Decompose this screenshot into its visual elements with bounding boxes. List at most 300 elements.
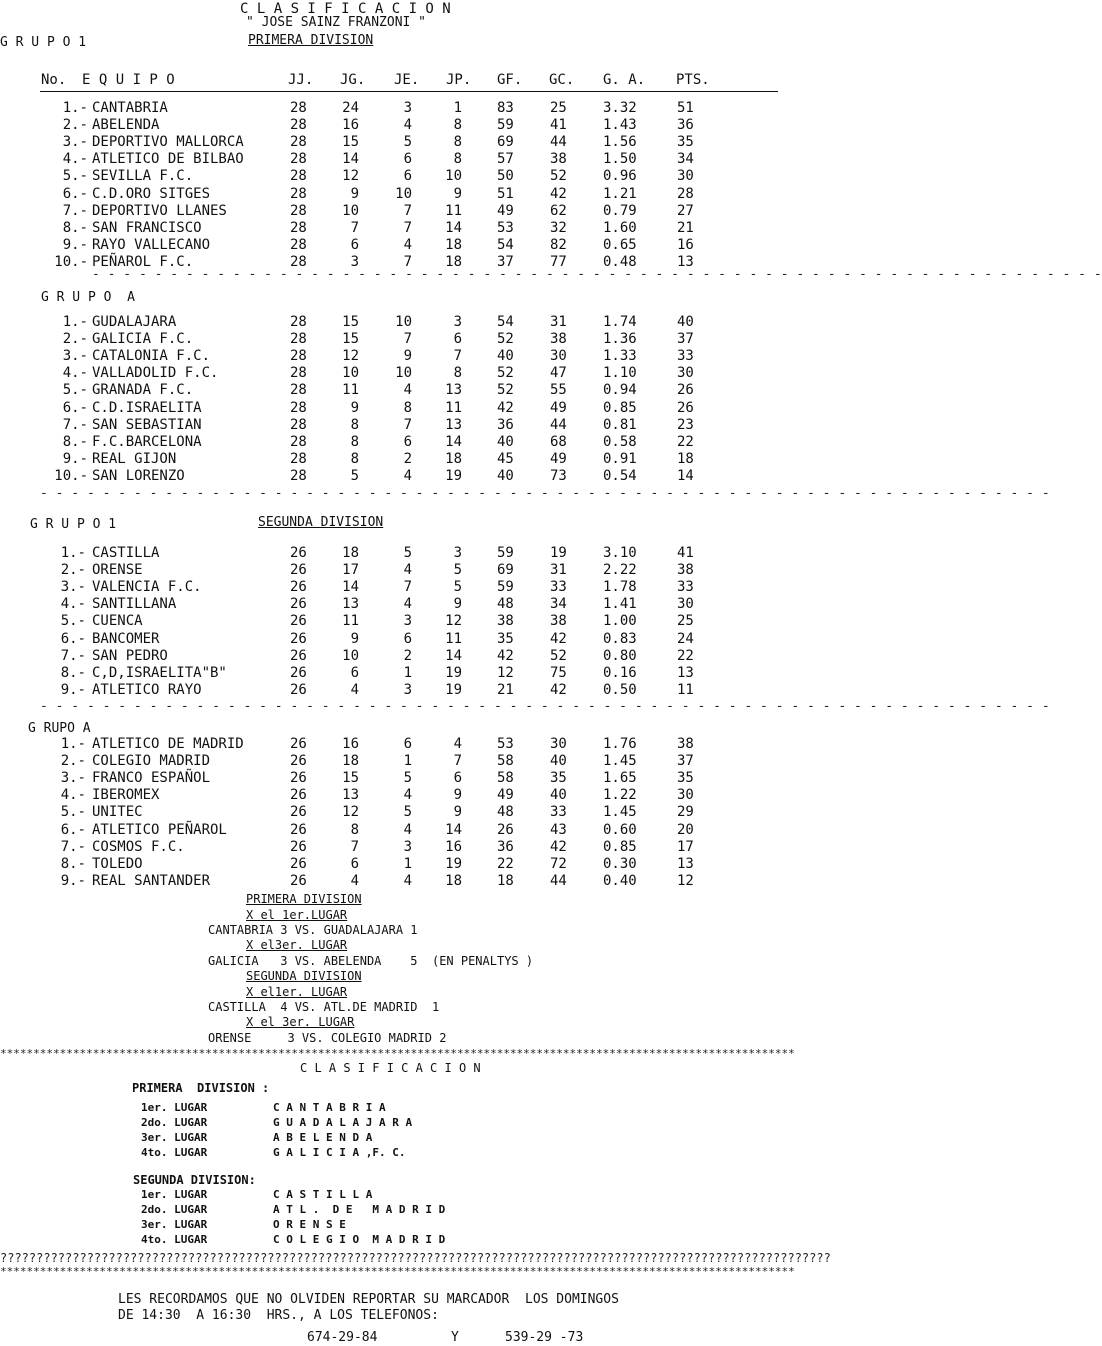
cell-jj: 26: [290, 838, 307, 855]
cell-ga: 2.22: [603, 562, 637, 579]
cell-team: UNITEC: [92, 804, 143, 821]
cell-jj: 28: [290, 100, 307, 116]
cell-jp: 16: [445, 838, 462, 855]
cell-no: 1.-: [62, 314, 88, 330]
column-header: GC.: [549, 72, 575, 88]
cell-jj: 26: [290, 613, 307, 630]
cell-ga: 0.54: [603, 467, 637, 484]
footer-and: Y: [451, 1330, 459, 1345]
cell-je: 1: [403, 855, 412, 872]
cell-jj: 28: [290, 314, 307, 330]
divider: - - - - - - - - - - - - - - - - - - - - - - - - - - - - - - - - - - - - - - - - - - - - - - - - - - - - - - - - - - - - - - - - -: [92, 267, 1102, 282]
cell-jj: 26: [290, 855, 307, 872]
cell-je: 3: [403, 613, 412, 630]
cell-gf: 36: [497, 838, 514, 855]
cell-no: 3.-: [62, 134, 88, 151]
cell-gf: 54: [497, 314, 514, 330]
cell-gc: 42: [550, 838, 567, 855]
cell-team: ATLETICO PEÑAROL: [92, 821, 227, 838]
cell-jg: 12: [342, 168, 359, 185]
cell-ga: 0.58: [603, 433, 637, 450]
cell-team: C.D.ORO SITGES: [92, 185, 211, 202]
cell-je: 4: [403, 562, 412, 579]
cell-no: 7.-: [60, 647, 86, 664]
cell-jg: 24: [342, 100, 359, 116]
summary-title: C L A S I F I C A C I O N: [300, 1061, 481, 1075]
cell-pts: 11: [677, 681, 694, 698]
cell-pts: 38: [677, 562, 694, 579]
divider: - - - - - - - - - - - - - - - - - - - - - - - - - - - - - - - - - - - - - - - - - - - - - - - - - - - - - - - - - - - - - - - - -: [40, 699, 1050, 714]
cell-pts: 17: [677, 838, 694, 855]
cell-gf: 57: [497, 151, 514, 168]
cell-jg: 6: [350, 236, 359, 253]
cell-ga: 0.30: [603, 855, 637, 872]
cell-jp: 8: [453, 151, 462, 168]
cell-jg: 17: [342, 562, 359, 579]
cell-jg: 6: [350, 664, 359, 681]
cell-jj: 28: [290, 202, 307, 219]
cell-team: DEPORTIVO MALLORCA: [92, 134, 244, 151]
cell-team: ABELENDA: [92, 117, 160, 134]
cell-no: 8.-: [60, 855, 86, 872]
cell-gc: 30: [550, 736, 567, 752]
cell-gc: 47: [550, 365, 567, 382]
cell-pts: 16: [677, 236, 694, 253]
group-label-segunda-1: G R U P O 1: [30, 517, 117, 532]
cell-pts: 13: [677, 664, 694, 681]
cell-team: F.C.BARCELONA: [92, 433, 202, 450]
cell-team: SAN SEBASTIAN: [92, 416, 202, 433]
column-header: JE.: [394, 72, 420, 88]
cell-no: 6.-: [60, 630, 86, 647]
cell-jg: 7: [350, 838, 359, 855]
cell-jp: 8: [453, 117, 462, 134]
cell-jp: 9: [453, 787, 462, 804]
cell-gf: 52: [497, 382, 514, 399]
cell-gc: 49: [550, 399, 567, 416]
cell-gc: 42: [550, 681, 567, 698]
finals-label: X el 3er. LUGAR: [246, 1015, 355, 1029]
cell-ga: 3.32: [603, 100, 637, 116]
cell-gc: 40: [550, 787, 567, 804]
cell-gf: 26: [497, 821, 514, 838]
cell-gf: 58: [497, 753, 514, 770]
cell-jg: 14: [342, 151, 359, 168]
cell-gf: 53: [497, 736, 514, 752]
cell-pts: 28: [677, 185, 694, 202]
column-header: No.: [41, 72, 67, 88]
cell-jg: 13: [342, 787, 359, 804]
summary-place: 1er. LUGAR: [141, 1101, 208, 1114]
cell-no: 2.-: [60, 753, 86, 770]
cell-jj: 28: [290, 236, 307, 253]
cell-no: 7.-: [60, 838, 86, 855]
cell-ga: 1.41: [603, 596, 637, 613]
cell-jj: 28: [290, 219, 307, 236]
cell-je: 7: [403, 579, 412, 596]
cell-ga: 0.65: [603, 236, 637, 253]
cell-je: 1: [403, 753, 412, 770]
column-header: E Q U I P O: [82, 72, 175, 88]
cell-ga: 1.21: [603, 185, 637, 202]
cell-pts: 18: [677, 450, 694, 467]
cell-team: PEÑAROL F.C.: [92, 253, 194, 270]
cell-jj: 28: [290, 399, 307, 416]
cell-gc: 82: [550, 236, 567, 253]
cell-je: 3: [403, 681, 412, 698]
cell-gc: 42: [550, 630, 567, 647]
cell-je: 10: [395, 314, 412, 330]
cell-no: 10.-: [54, 253, 88, 270]
cell-jg: 3: [350, 253, 359, 270]
cell-team: REAL SANTANDER: [92, 872, 211, 889]
cell-jp: 14: [445, 219, 462, 236]
cell-gf: 18: [497, 872, 514, 889]
cell-team: REAL GIJON: [92, 450, 177, 467]
cell-jg: 9: [350, 185, 359, 202]
cell-jj: 28: [290, 416, 307, 433]
cell-pts: 26: [677, 399, 694, 416]
cell-jp: 9: [453, 804, 462, 821]
cell-team: IBEROMEX: [92, 787, 160, 804]
cell-gf: 58: [497, 770, 514, 787]
cell-jp: 11: [445, 399, 462, 416]
cell-team: ORENSE: [92, 562, 143, 579]
cell-jp: 12: [445, 613, 462, 630]
cell-no: 4.-: [62, 365, 88, 382]
cell-jg: 10: [342, 647, 359, 664]
cell-gf: 45: [497, 450, 514, 467]
cell-no: 1.-: [60, 736, 86, 752]
cell-gf: 40: [497, 348, 514, 365]
summary-team: C A S T I L L A: [273, 1188, 373, 1201]
cell-jj: 26: [290, 821, 307, 838]
cell-gc: 40: [550, 753, 567, 770]
divider: - - - - - - - - - - - - - - - - - - - - - - - - - - - - - - - - - - - - - - - - - - - - - - - - - - - - - - - - - - - - - - - - -: [40, 486, 1050, 501]
cell-no: 3.-: [62, 348, 88, 365]
cell-pts: 34: [677, 151, 694, 168]
cell-jj: 28: [290, 348, 307, 365]
cell-je: 3: [403, 100, 412, 116]
cell-je: 5: [403, 804, 412, 821]
column-header: GF.: [497, 72, 523, 88]
cell-jj: 28: [290, 168, 307, 185]
finals-label: X el3er. LUGAR: [246, 938, 348, 952]
cell-team: GUDALAJARA: [92, 314, 177, 330]
cell-jg: 15: [342, 331, 359, 348]
summary-team: O R E N S E: [273, 1218, 346, 1231]
cell-jj: 26: [290, 787, 307, 804]
cell-gf: 42: [497, 399, 514, 416]
cell-gc: 52: [550, 647, 567, 664]
cell-gf: 12: [497, 664, 514, 681]
cell-jj: 28: [290, 117, 307, 134]
cell-gc: 33: [550, 804, 567, 821]
cell-ga: 1.50: [603, 151, 637, 168]
cell-gf: 83: [497, 100, 514, 116]
cell-gc: 73: [550, 467, 567, 484]
cell-jg: 15: [342, 134, 359, 151]
cell-ga: 1.74: [603, 314, 637, 330]
cell-pts: 30: [677, 596, 694, 613]
cell-jg: 16: [342, 736, 359, 752]
cell-ga: 1.45: [603, 753, 637, 770]
cell-gf: 37: [497, 253, 514, 270]
cell-ga: 0.48: [603, 253, 637, 270]
cell-gf: 52: [497, 365, 514, 382]
cell-jg: 12: [342, 348, 359, 365]
cell-jp: 18: [445, 872, 462, 889]
cell-jp: 10: [445, 168, 462, 185]
cell-team: TOLEDO: [92, 855, 143, 872]
cell-team: CUENCA: [92, 613, 143, 630]
cell-ga: 0.85: [603, 399, 637, 416]
cell-gc: 55: [550, 382, 567, 399]
cell-no: 7.-: [62, 202, 88, 219]
cell-gc: 33: [550, 579, 567, 596]
cell-je: 5: [403, 134, 412, 151]
footer-phone-2: 539-29 -73: [505, 1330, 584, 1345]
cell-jp: 19: [445, 467, 462, 484]
cell-pts: 24: [677, 630, 694, 647]
cell-ga: 3.10: [603, 545, 637, 561]
cell-team: GALICIA F.C.: [92, 331, 194, 348]
cell-jg: 18: [342, 753, 359, 770]
cell-gf: 38: [497, 613, 514, 630]
cell-jp: 3: [453, 545, 462, 561]
cell-gf: 35: [497, 630, 514, 647]
cell-team: SAN FRANCISCO: [92, 219, 202, 236]
cell-pts: 21: [677, 219, 694, 236]
cell-gc: 42: [550, 185, 567, 202]
star-separator: ************************************************************************************************************************: [0, 1265, 795, 1278]
cell-pts: 22: [677, 433, 694, 450]
cell-je: 4: [403, 596, 412, 613]
cell-jj: 28: [290, 134, 307, 151]
cell-no: 6.-: [60, 821, 86, 838]
cell-jp: 19: [445, 664, 462, 681]
cell-no: 6.-: [62, 399, 88, 416]
cell-je: 4: [403, 382, 412, 399]
cell-gf: 51: [497, 185, 514, 202]
cell-jj: 26: [290, 770, 307, 787]
cell-je: 7: [403, 202, 412, 219]
cell-pts: 35: [677, 134, 694, 151]
cell-ga: 1.10: [603, 365, 637, 382]
cell-gc: 38: [550, 331, 567, 348]
summary-place: 3er. LUGAR: [141, 1131, 208, 1144]
cell-jp: 5: [453, 579, 462, 596]
cell-pts: 51: [677, 100, 694, 116]
cell-pts: 33: [677, 348, 694, 365]
group-label-primera-1: G R U P O 1: [0, 35, 87, 50]
column-header: JJ.: [288, 72, 314, 88]
cell-ga: 0.40: [603, 872, 637, 889]
cell-ga: 1.78: [603, 579, 637, 596]
cell-team: RAYO VALLECANO: [92, 236, 211, 253]
cell-no: 9.-: [62, 236, 88, 253]
cell-je: 4: [403, 117, 412, 134]
cell-gc: 19: [550, 545, 567, 561]
cell-gc: 41: [550, 117, 567, 134]
cell-no: 5.-: [62, 168, 88, 185]
cell-je: 6: [403, 736, 412, 752]
cell-gc: 31: [550, 562, 567, 579]
cell-no: 10.-: [54, 467, 88, 484]
division-title-segunda: SEGUNDA DIVISION: [258, 515, 384, 530]
cell-team: COSMOS F.C.: [92, 838, 185, 855]
cell-team: SAN PEDRO: [92, 647, 168, 664]
summary-place: 4to. LUGAR: [141, 1146, 208, 1159]
cell-team: DEPORTIVO LLANES: [92, 202, 227, 219]
cell-jg: 7: [350, 219, 359, 236]
cell-je: 7: [403, 331, 412, 348]
cell-gc: 44: [550, 872, 567, 889]
cell-jj: 28: [290, 467, 307, 484]
cell-je: 7: [403, 219, 412, 236]
cell-pts: 27: [677, 202, 694, 219]
cell-ga: 1.33: [603, 348, 637, 365]
cell-no: 3.-: [60, 579, 86, 596]
cell-ga: 1.43: [603, 117, 637, 134]
cell-gf: 69: [497, 134, 514, 151]
summary-team: G U A D A L A J A R A: [273, 1116, 413, 1129]
header-rule: [40, 91, 778, 92]
cell-ga: 1.36: [603, 331, 637, 348]
cell-gc: 38: [550, 613, 567, 630]
cell-je: 4: [403, 821, 412, 838]
cell-gc: 62: [550, 202, 567, 219]
cell-gf: 59: [497, 579, 514, 596]
cell-no: 8.-: [62, 433, 88, 450]
cell-jg: 8: [350, 433, 359, 450]
cell-jp: 13: [445, 416, 462, 433]
summary-segunda-heading: SEGUNDA DIVISION:: [133, 1173, 256, 1187]
cell-pts: 13: [677, 855, 694, 872]
cell-gc: 38: [550, 151, 567, 168]
cell-jp: 14: [445, 647, 462, 664]
cell-no: 5.-: [62, 382, 88, 399]
cell-gf: 40: [497, 433, 514, 450]
cell-gf: 52: [497, 331, 514, 348]
cell-jp: 8: [453, 134, 462, 151]
cell-no: 9.-: [62, 450, 88, 467]
footer-line-1: LES RECORDAMOS QUE NO OLVIDEN REPORTAR SU MARCADOR LOS DOMINGOS: [118, 1292, 619, 1307]
column-header: JP.: [446, 72, 472, 88]
cell-gf: 53: [497, 219, 514, 236]
cell-jp: 3: [453, 314, 462, 330]
cell-jp: 13: [445, 382, 462, 399]
cell-pts: 30: [677, 168, 694, 185]
cell-jg: 18: [342, 545, 359, 561]
cell-team: ATLETICO DE MADRID: [92, 736, 244, 752]
cell-ga: 1.00: [603, 613, 637, 630]
finals-result: ORENSE 3 VS. COLEGIO MADRID 2: [208, 1031, 447, 1045]
cell-gf: 40: [497, 467, 514, 484]
cell-no: 9.-: [60, 681, 86, 698]
cell-gf: 50: [497, 168, 514, 185]
cell-je: 4: [403, 872, 412, 889]
cell-gf: 59: [497, 117, 514, 134]
cell-jp: 14: [445, 821, 462, 838]
cell-team: BANCOMER: [92, 630, 160, 647]
division-title-primera: PRIMERA DIVISION: [248, 33, 374, 48]
cell-pts: 37: [677, 753, 694, 770]
cell-no: 2.-: [62, 117, 88, 134]
cell-ga: 0.79: [603, 202, 637, 219]
cell-ga: 1.65: [603, 770, 637, 787]
cell-pts: 23: [677, 416, 694, 433]
cell-jg: 10: [342, 365, 359, 382]
cell-jg: 11: [342, 613, 359, 630]
cell-gc: 44: [550, 416, 567, 433]
cell-pts: 20: [677, 821, 694, 838]
cell-jj: 26: [290, 630, 307, 647]
cell-pts: 40: [677, 314, 694, 330]
cell-jj: 26: [290, 545, 307, 561]
cell-team: CASTILLA: [92, 545, 160, 561]
group-label-primera-a: G R U P O A: [41, 290, 135, 305]
cell-no: 2.-: [60, 562, 86, 579]
summary-place: 1er. LUGAR: [141, 1188, 208, 1201]
summary-team: C O L E G I O M A D R I D: [273, 1233, 446, 1246]
summary-place: 4to. LUGAR: [141, 1233, 208, 1246]
cell-je: 10: [395, 185, 412, 202]
cell-team: CANTABRIA: [92, 100, 168, 116]
star-separator: ************************************************************************************************************************: [0, 1047, 795, 1060]
cell-team: ATLETICO DE BILBAO: [92, 151, 244, 168]
group-label-segunda-a: G RUPO A: [28, 721, 91, 736]
cell-ga: 1.56: [603, 134, 637, 151]
cell-ga: 0.96: [603, 168, 637, 185]
cell-ga: 1.60: [603, 219, 637, 236]
cell-gf: 42: [497, 647, 514, 664]
cell-gf: 48: [497, 596, 514, 613]
cell-gf: 21: [497, 681, 514, 698]
cell-pts: 37: [677, 331, 694, 348]
cell-jj: 26: [290, 664, 307, 681]
cell-team: VALLADOLID F.C.: [92, 365, 219, 382]
cell-jj: 26: [290, 562, 307, 579]
footer-line-2: DE 14:30 A 16:30 HRS., A LOS TELEFONOS:: [118, 1308, 439, 1323]
cell-je: 6: [403, 630, 412, 647]
cell-pts: 29: [677, 804, 694, 821]
cell-jp: 9: [453, 596, 462, 613]
cell-jg: 10: [342, 202, 359, 219]
cell-pts: 41: [677, 545, 694, 561]
cell-no: 2.-: [62, 331, 88, 348]
cell-je: 1: [403, 664, 412, 681]
cell-je: 6: [403, 151, 412, 168]
cell-je: 2: [403, 450, 412, 467]
cell-team: GRANADA F.C.: [92, 382, 194, 399]
summary-team: C A N T A B R I A: [273, 1101, 386, 1114]
footer-phone-1: 674-29-84: [307, 1330, 378, 1345]
column-header: G. A.: [603, 72, 646, 88]
cell-no: 1.-: [62, 100, 88, 116]
cell-jj: 26: [290, 579, 307, 596]
cell-pts: 12: [677, 872, 694, 889]
cell-team: C.D.ISRAELITA: [92, 399, 202, 416]
cell-pts: 30: [677, 365, 694, 382]
cell-jj: 28: [290, 331, 307, 348]
cell-ga: 0.81: [603, 416, 637, 433]
cell-ga: 0.60: [603, 821, 637, 838]
cell-jj: 28: [290, 382, 307, 399]
cell-jj: 26: [290, 804, 307, 821]
cell-jp: 11: [445, 630, 462, 647]
cell-team: FRANCO ESPAÑOL: [92, 770, 211, 787]
